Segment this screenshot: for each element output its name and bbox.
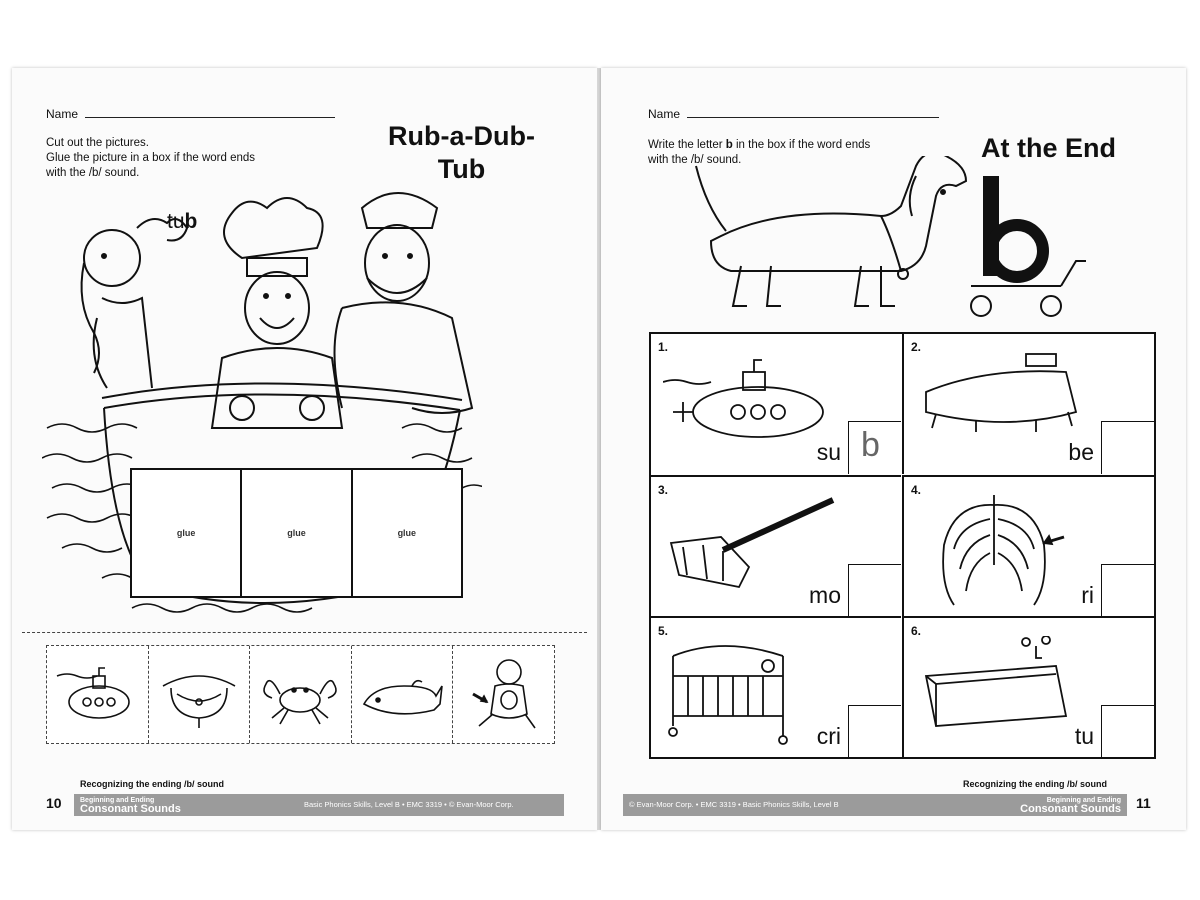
right-worksheet-page [601, 68, 1186, 830]
footer-topic-small: Beginning and Ending [80, 797, 155, 804]
instruction-line-1: Cut out the pictures. [46, 137, 149, 149]
old-man-figure-icon [335, 193, 473, 413]
page-number: 10 [46, 795, 62, 811]
crab-icon [256, 654, 344, 734]
title-line-2: Tub [437, 154, 486, 184]
instruction-line-2: with the /b/ sound. [648, 154, 742, 166]
cut-picture[interactable] [47, 646, 149, 743]
answer-box[interactable] [848, 421, 901, 474]
title-line-1: Rub-a-Dub- [388, 121, 535, 151]
instruction-line-2: Glue the picture in a box if the word ends [46, 152, 256, 164]
footer-topic-small: Beginning and Ending [1046, 797, 1121, 804]
answer-grid [649, 332, 1156, 759]
answer-letter: b [861, 426, 880, 464]
name-line [85, 106, 335, 118]
cut-out-pictures [46, 645, 555, 744]
item-word: su [816, 439, 841, 465]
item-number: 5. [658, 624, 669, 638]
grid-item [651, 616, 901, 758]
instruction-text: Write the letter [648, 139, 726, 151]
item-number: 6. [911, 624, 922, 638]
answer-box[interactable] [1101, 705, 1154, 758]
grid-item [902, 616, 1154, 758]
item-word: cri [816, 723, 841, 749]
whale-icon [358, 654, 446, 734]
item-word: mo [809, 582, 841, 608]
footer-credit: © Evan-Moor Corp. • EMC 3319 • Basic Phonics Skills, Level B [629, 800, 839, 809]
cut-picture[interactable] [453, 646, 554, 743]
name-label: Name [46, 107, 79, 121]
worksheet-title: At the End [981, 133, 1116, 163]
answer-box[interactable] [848, 705, 901, 758]
name-field [648, 106, 939, 121]
cut-dashed-line [22, 632, 587, 633]
cut-picture[interactable] [149, 646, 251, 743]
item-number: 3. [658, 483, 669, 497]
answer-box[interactable] [1101, 421, 1154, 474]
page-number: 11 [1136, 795, 1151, 811]
item-word: tu [1074, 723, 1094, 749]
footer-caption: Recognizing the ending /b/ sound [963, 779, 1107, 789]
name-label: Name [648, 107, 681, 121]
footer-caption: Recognizing the ending /b/ sound [80, 779, 224, 789]
item-number: 4. [911, 483, 922, 497]
footer-bar [623, 794, 1127, 816]
crib-icon [663, 636, 813, 746]
answer-box[interactable] [848, 564, 901, 617]
item-word: ri [1081, 582, 1094, 608]
cut-picture[interactable] [352, 646, 454, 743]
submarine-icon [663, 352, 833, 447]
instruction-letter: b [725, 139, 733, 151]
ribs-icon [916, 495, 1086, 615]
answer-box[interactable] [1101, 564, 1154, 617]
footer-topic [80, 796, 181, 814]
dog-icon [696, 156, 966, 306]
footer-topic-big: Consonant Sounds [80, 803, 181, 815]
dachshund-illustration [691, 156, 1091, 331]
footer-topic-big: Consonant Sounds [1020, 803, 1121, 815]
bed-icon [916, 352, 1086, 447]
cut-picture[interactable] [250, 646, 352, 743]
hat-icon [155, 654, 243, 734]
grid-item [651, 475, 901, 617]
mop-icon [663, 495, 843, 595]
submarine-icon [53, 654, 141, 734]
name-line [687, 106, 939, 118]
baby-bib-icon [459, 654, 547, 734]
footer-credit: Basic Phonics Skills, Level B • EMC 3319 • © Evan-Moor Corp. [304, 800, 514, 809]
instruction-text: in the box if the word ends [732, 139, 871, 151]
left-worksheet-page [12, 68, 597, 830]
example-word-ending: b [184, 210, 198, 233]
bathtub-icon [916, 636, 1086, 736]
footer-topic [1020, 796, 1121, 814]
name-field [46, 106, 335, 121]
girl-figure-icon [82, 219, 187, 388]
item-number: 1. [658, 340, 669, 354]
item-word: be [1068, 439, 1094, 465]
letter-b-wagon-icon [971, 176, 1086, 316]
item-number: 2. [911, 340, 922, 354]
instruction-line-3: with the /b/ sound. [46, 167, 140, 179]
footer-bar [74, 794, 564, 816]
grid-item [902, 334, 1154, 474]
grid-item [902, 475, 1154, 617]
glue-boxes [130, 468, 463, 598]
instruction-line-1 [648, 138, 870, 153]
example-word-stem: tu [167, 210, 185, 233]
grid-item [651, 334, 901, 474]
chef-figure-icon [212, 198, 342, 428]
glue-box[interactable]: glue [397, 528, 417, 538]
glue-box[interactable]: glue [242, 470, 352, 596]
glue-box[interactable]: glue [132, 470, 242, 596]
